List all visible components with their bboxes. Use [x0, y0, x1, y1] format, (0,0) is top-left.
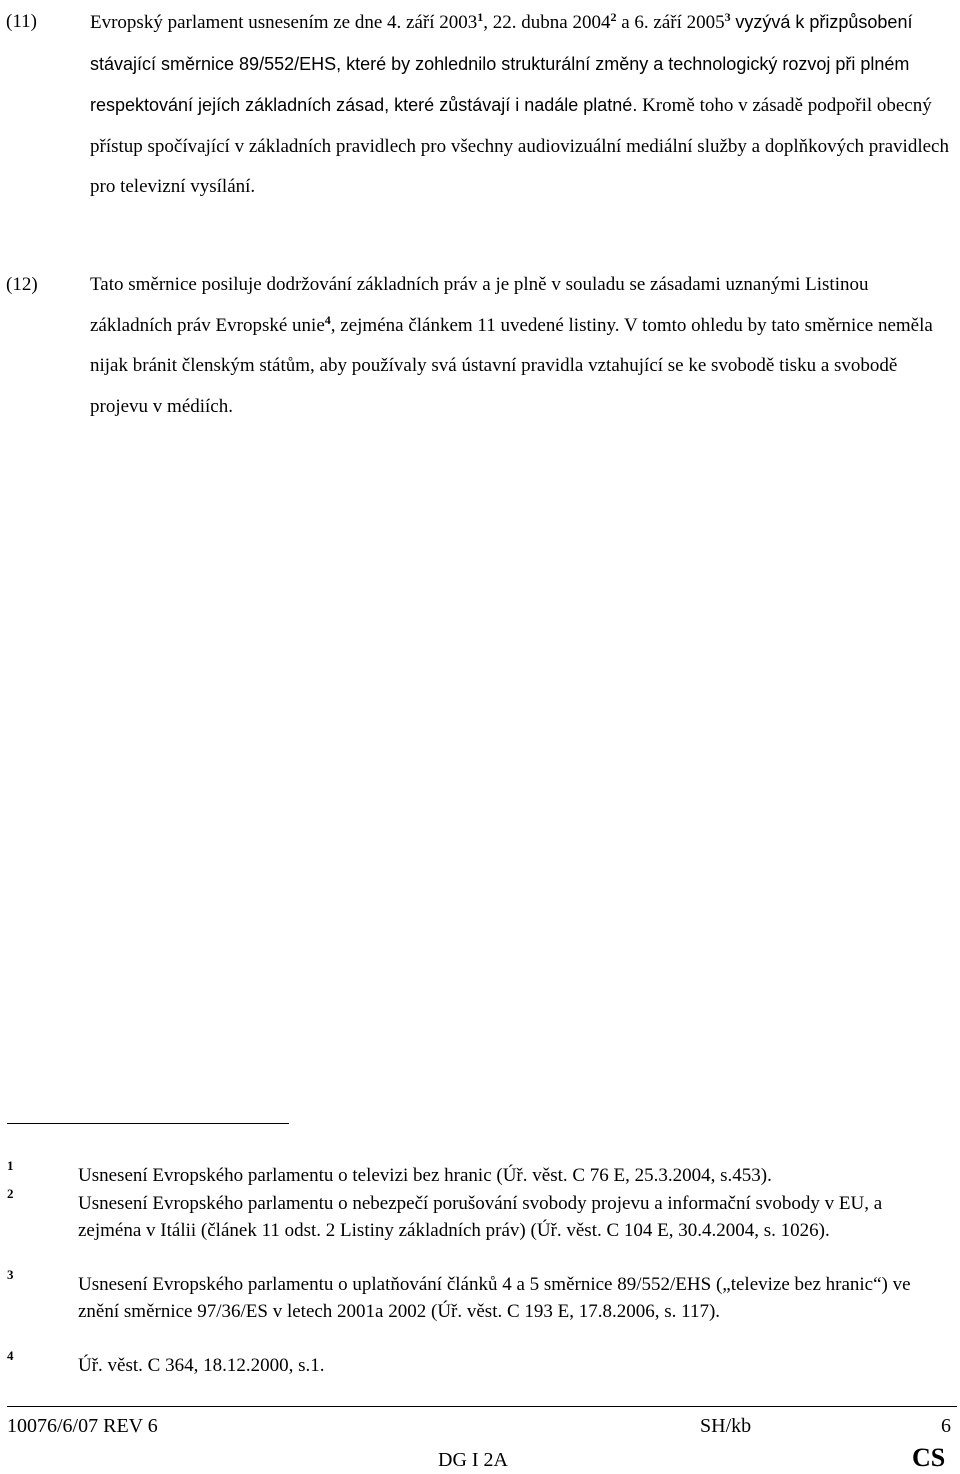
recital-text: [90, 265, 952, 427]
recital-text-part: , 22. dubna 2004: [483, 12, 611, 33]
page-number: 6: [941, 1415, 951, 1437]
footnote-ref[interactable]: 2: [610, 10, 617, 24]
footnote-separator: [7, 1123, 289, 1124]
recital-text-part: vyzývá k přizpůsobení stávající směrnice 89/552/EHS, které by zohlednilo strukturální změny a technologický rozvoj při plném respektování jejích základních zásad, které zůstávají i nadále platné.: [90, 12, 913, 115]
footnote-ref[interactable]: 1: [477, 10, 484, 24]
footer-separator: [7, 1406, 957, 1407]
department-code: DG I 2A: [438, 1449, 508, 1471]
author-initials: SH/kb: [700, 1415, 752, 1437]
footnote-number: 2: [7, 1186, 14, 1201]
footnote-text: Usnesení Evropského parlamentu o nebezpečí porušování svobody projevu a informační svobody v EU, a zejména v Itálii (článek 11 odst. 2 Listiny základních práv) (Úř. věst. C 104 E, 30.4.2004, s. 1026).: [78, 1193, 883, 1241]
footnote-text: Usnesení Evropského parlamentu o televizi bez hranic (Úř. věst. C 76 E, 25.3.2004, s.453).: [78, 1165, 772, 1186]
recital-text-part: Tato směrnice posiluje dodržování základních práv a je plně v souladu se zásadami uznanými Listinou základních práv Evropské unie: [90, 274, 869, 336]
recital-text: [90, 2, 952, 208]
recital-text-part: a 6. září 2005: [616, 12, 725, 33]
footnote-number: 3: [7, 1267, 14, 1282]
footnote-ref[interactable]: 4: [324, 312, 331, 327]
recital-text-part: , zejména článkem 11 uvedené listiny. V tomto ohledu by tato směrnice neměla nijak bránit členským státům, aby používaly svá ústavní pravidla vztahující se ke svobodě tisku a svobodě projevu v médiích.: [90, 314, 933, 417]
footnote-number: 1: [7, 1158, 14, 1173]
footnote-text: Usnesení Evropského parlamentu o uplatňování článků 4 a 5 směrnice 89/552/EHS („televize bez hranic“) ve znění směrnice 97/36/ES v letech 2001a 2002 (Úř. věst. C 193 E, 17.8.2006, s. 117).: [78, 1274, 911, 1322]
footnote-ref[interactable]: 3: [724, 10, 731, 24]
doc-reference: 10076/6/07 REV 6: [7, 1415, 158, 1437]
language-code: CS: [912, 1443, 946, 1472]
recital-text-part: Evropský parlament usnesením ze dne 4. září 2003: [90, 12, 478, 33]
recital-number: (11): [6, 11, 37, 32]
recital-number: (12): [6, 274, 38, 295]
recital-text-part: Kromě toho v zásadě podpořil obecný přístup spočívající v základních pravidlech pro všechny audiovizuální mediální služby a doplňkových pravidlech pro televizní vysílání.: [90, 95, 949, 197]
footnote-number: 4: [7, 1348, 14, 1363]
footnote-text: Úř. věst. C 364, 18.12.2000, s.1.: [78, 1355, 325, 1376]
